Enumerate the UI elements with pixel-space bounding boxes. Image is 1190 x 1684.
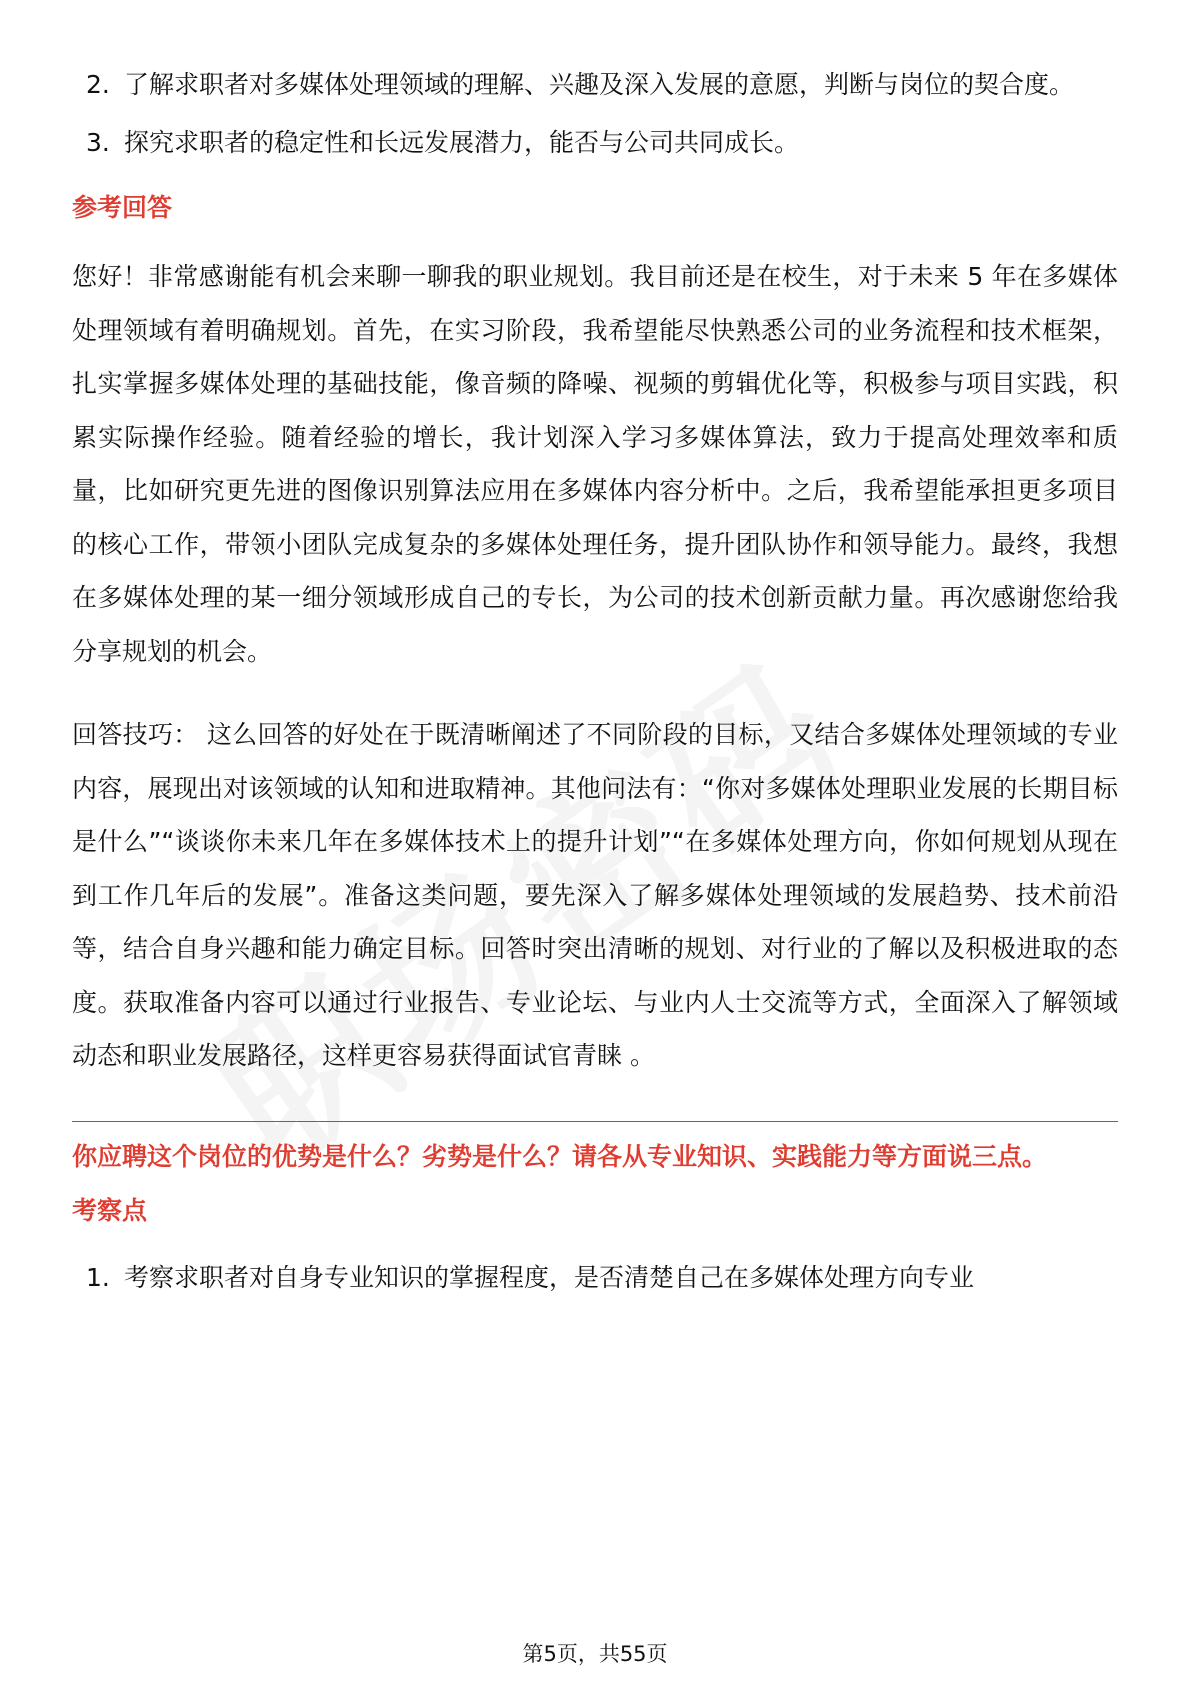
page-content: [72, 58, 1118, 1305]
list-text: 了解求职者对多媒体处理领域的理解、兴趣及深入发展的意愿，判断与岗位的契合度。: [124, 70, 1075, 99]
list-item: [72, 116, 1118, 170]
list-item: [72, 58, 1118, 112]
reference-answer: 您好！非常感谢能有机会来聊一聊我的职业规划。我目前还是在校生，对于未来 5 年在多媒体处理领域有着明确规划。首先，在实习阶段，我希望能尽快熟悉公司的业务流程和技术框架，扎实掌握多媒体处理的基础技能，像音频的降噪、视频的剪辑优化等，积极参与项目实践，积累实际操作经验。随着经验的增长，我计划深入学习多媒体算法，致力于提高处理效率和质量，比如研究更先进的图像识别算法应用在多媒体内容分析中。之后，我希望能承担更多项目的核心工作，带领小团队完成复杂的多媒体处理任务，提升团队协作和领导能力。最终，我想在多媒体处理的某一细分领域形成自己的专长，为公司的技术创新贡献力量。再次感谢您给我分享规划的机会。: [72, 262, 1118, 666]
answer-tips: 回答技巧： 这么回答的好处在于既清晰阐述了不同阶段的目标，又结合多媒体处理领域的专业内容，展现出对该领域的认知和进取精神。其他问法有：“你对多媒体处理职业发展的长期目标是什么”“谈谈你未来几年在多媒体技术上的提升计划”“在多媒体处理方向，你如何规划从现在到工作几年后的发展”。准备这类问题，要先深入了解多媒体处理领域的发展趋势、技术前沿等，结合自身兴趣和能力确定目标。回答时突出清晰的规划、对行业的了解以及积极进取的态度。获取准备内容可以通过行业报告、专业论坛、与业内人士交流等方式，全面深入了解领域动态和职业发展路径，这样更容易获得面试官青睐 。: [72, 720, 1118, 1070]
reference-heading: 参考回答: [72, 193, 173, 222]
list-number: 2.: [86, 70, 110, 99]
list-item: [72, 1251, 1118, 1305]
interview-question: 你应聘这个岗位的优势是什么？劣势是什么？请各从专业知识、实践能力等方面说三点。: [72, 1141, 1048, 1171]
assessment-list-top: [72, 58, 1118, 170]
exam-points-heading: 考察点: [72, 1195, 148, 1225]
assessment-list-bottom: [72, 1251, 1118, 1305]
section-divider: [72, 1121, 1118, 1122]
list-number: 3.: [86, 128, 110, 157]
list-text: 考察求职者对自身专业知识的掌握程度，是否清楚自己在多媒体处理方向专业: [124, 1262, 975, 1292]
page-footer: 第5页，共55页: [522, 1642, 668, 1666]
list-text: 探究求职者的稳定性和长远发展潜力，能否与公司共同成长。: [124, 128, 800, 157]
list-number: 1.: [86, 1262, 110, 1292]
